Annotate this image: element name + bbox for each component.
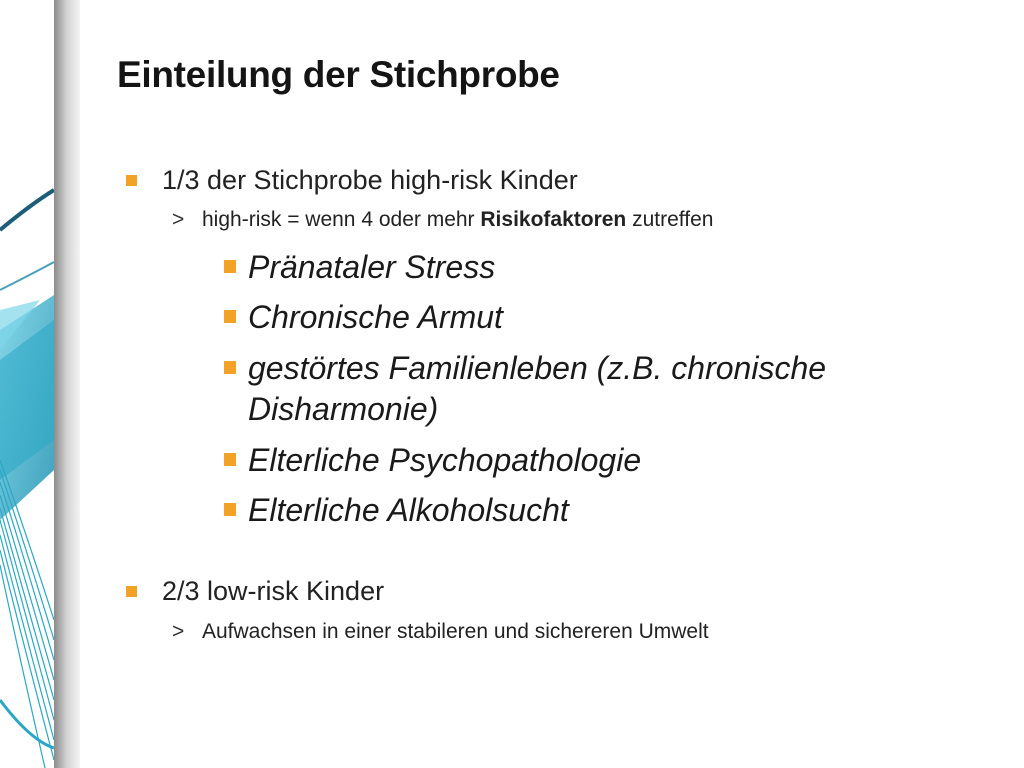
risk-factor-item: Pränataler Stress xyxy=(224,247,495,288)
list-item xyxy=(126,165,578,196)
square-bullet-icon xyxy=(126,586,137,597)
list-item xyxy=(126,576,384,607)
sub-bullet-text: high-risk = wenn 4 oder mehr Risikofaktoren zutreffen xyxy=(202,208,714,231)
risk-factor-item: Chronische Armut xyxy=(224,297,503,338)
risk-factor-item: Elterliche Psychopathologie xyxy=(224,440,641,481)
square-bullet-icon xyxy=(224,361,236,374)
bullet-text: 1/3 der Stichprobe high-risk Kinder xyxy=(162,165,578,195)
square-bullet-icon xyxy=(224,260,236,273)
bullet-text: 2/3 low-risk Kinder xyxy=(162,576,385,606)
square-bullet-icon xyxy=(224,310,236,323)
risk-factor-item: Elterliche Alkoholsucht xyxy=(224,490,569,531)
slide-title: Einteilung der Stichprobe xyxy=(117,54,560,95)
square-bullet-icon xyxy=(224,503,236,516)
square-bullet-icon xyxy=(126,175,137,186)
sub-bullet-text: Aufwachsen in einer stabileren und sichereren Umwelt xyxy=(202,620,709,643)
chevron-right-icon: > xyxy=(172,620,185,643)
sub-list-item xyxy=(172,208,713,232)
chevron-right-icon: > xyxy=(172,208,185,231)
risk-factor-continuation: Disharmonie) xyxy=(248,391,439,427)
risk-factor-item: gestörtes Familienleben (z.B. chronische xyxy=(224,348,826,389)
bold-term: Risikofaktoren xyxy=(480,208,627,231)
square-bullet-icon xyxy=(224,453,236,466)
sub-list-item xyxy=(172,620,709,644)
